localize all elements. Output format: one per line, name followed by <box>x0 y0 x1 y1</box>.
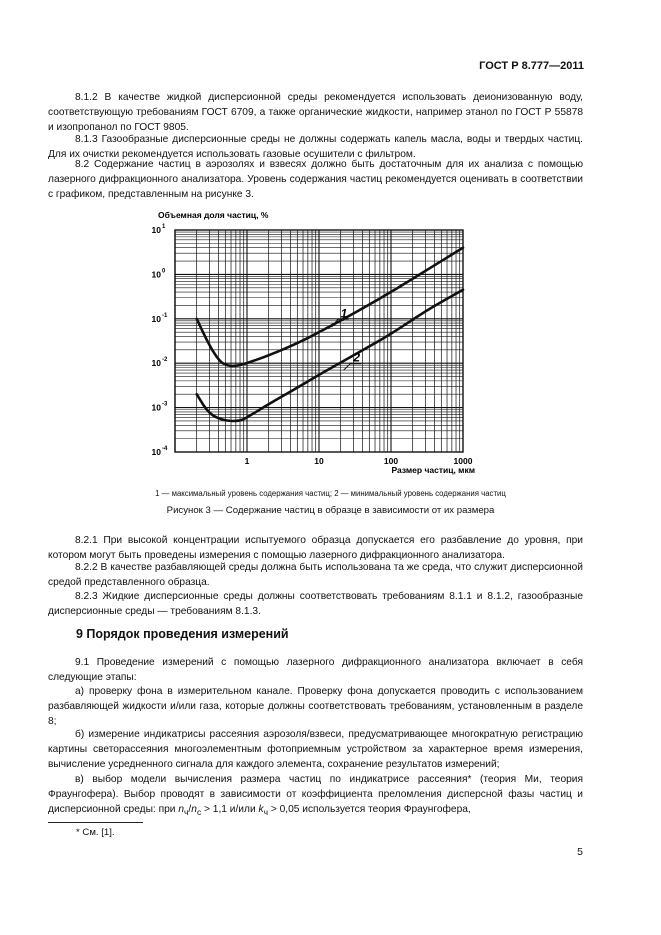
footnote-separator <box>48 822 143 823</box>
x-tick-label: 10 <box>314 456 324 466</box>
paragraph-8-2-2: 8.2.2 В качестве разбавляющей среды должна быть использована та же среда, что служит дисперсионной средой представленного образца. <box>48 562 583 588</box>
chart-series <box>197 248 463 421</box>
n-s-symbol: n <box>191 804 197 815</box>
y-tick-label: 10 <box>151 358 161 369</box>
para-v-text-1: в) выбор модели вычисления размера частиц по индикатрисе рассеяния* (теория Ми, теория Фраунгофера). Выбор проводят в зависимости от коэффициента преломления дисперсной фазы частиц и дисперсионной среды: при <box>48 774 583 815</box>
x-tick-label: 1 <box>244 456 250 466</box>
slash: / <box>188 804 192 815</box>
section-9-title: 9 Порядок проведения измерений <box>76 627 289 641</box>
x-tick-label: 1000 <box>453 456 473 466</box>
figure-3-chart <box>120 205 520 477</box>
n-s-sub: с <box>196 807 202 818</box>
k-ch-sub: ч <box>263 807 268 818</box>
series-label-1: 1 <box>340 306 348 321</box>
y-tick-label: 10 <box>151 447 161 457</box>
y-tick-label: 10 <box>151 225 161 235</box>
para-v-text-3: > 0,05 используется теория Фраунгофера, <box>268 804 471 815</box>
y-tick-exponent: 1 <box>162 224 166 230</box>
y-tick-exponent: 0 <box>162 268 166 275</box>
series-line-2 <box>197 290 463 421</box>
n-ch-symbol: n <box>178 804 184 815</box>
k-ch-symbol: k <box>258 804 264 815</box>
y-tick-exponent: -4 <box>162 446 168 452</box>
paragraph-8-1-3: 8.1.3 Газообразные дисперсионные среды не должны содержать капель масла, воды и твердых частиц. Для их очистки рекомендуется использовать газовые осушители с фильтром. <box>48 134 583 160</box>
paragraph-9-1: 9.1 Проведение измерений с помощью лазерного дифракционного анализатора включает в себя следующие этапы: <box>48 657 583 683</box>
paragraph-9-1-v <box>48 772 583 820</box>
y-axis-label: Объемная доля частиц, % <box>158 210 269 220</box>
paragraph-9-1-a: а) проверку фона в измерительном канале. Проверку фона допускается проводить с использованием разбавляющей жидкости и/или газа, которые должны соответствовать требованиям, установленным в разделе 8; <box>48 686 583 727</box>
x-axis-label: Размер частиц, мкм <box>391 465 475 475</box>
y-tick-exponent: -1 <box>162 312 168 319</box>
x-tick-label: 100 <box>383 456 399 466</box>
y-tick-label: 10 <box>151 269 161 280</box>
series-label-2: 2 <box>353 350 361 365</box>
y-tick-exponent: -2 <box>162 357 168 364</box>
paragraph-8-2-3: 8.2.3 Жидкие дисперсионные среды должны соответствовать требованиям 8.1.1 и 8.1.2, газообразные дисперсионные среды — требованиям 8.1.3. <box>48 591 583 617</box>
figure-legend: 1 — максимальный уровень содержания частиц; 2 — минимальный уровень содержания частиц <box>155 489 506 498</box>
n-ch-sub: ч <box>183 807 189 818</box>
para-v-text-2: > 1,1 и/или <box>201 804 259 815</box>
footnote: * См. [1]. <box>76 827 115 838</box>
document-number: ГОСТ Р 8.777—2011 <box>479 60 584 72</box>
series-line-1 <box>197 248 463 366</box>
paragraph-8-2: 8.2 Содержание частиц в аэрозолях и взвесях должно быть достаточным для их анализа с помощью лазерного дифракционного анализатора. Уровень содержания частиц рекомендуется оценивать в соответствии с графиком, представленным на рисунке 3. <box>48 159 583 200</box>
paragraph-8-2-1: 8.2.1 При высокой концентрации испытуемого образца допускается его разбавление до уровня, при котором могут быть проведены измерения с помощью лазерного дифракционного анализатора. <box>48 535 583 561</box>
chart-svg <box>120 205 520 477</box>
page-number: 5 <box>577 846 583 858</box>
paragraph-8-1-2: 8.1.2 В качестве жидкой дисперсионной среды рекомендуется использовать деионизованную воду, соответствующую требованиям ГОСТ 6709, а также органические жидкости, например этанол по ГОСТ Р 55878 и изопропанол по ГОСТ 9805. <box>48 92 583 133</box>
y-tick-label: 10 <box>151 402 161 413</box>
paragraph-9-1-b: б) измерение индикатрисы рассеяния аэрозоля/взвеси, предусматривающее многократную регистрацию картины светорассеяния многоэлементным фотоприемным устройством за характерное время измерения, вычисление усредненного сигнала для каждого элемента, сохранение результатов измерений; <box>48 729 583 770</box>
figure-caption: Рисунок 3 — Содержание частиц в образце в зависимости от их размера <box>166 505 495 516</box>
y-tick-label: 10 <box>151 313 161 324</box>
y-tick-exponent: -3 <box>162 401 168 408</box>
